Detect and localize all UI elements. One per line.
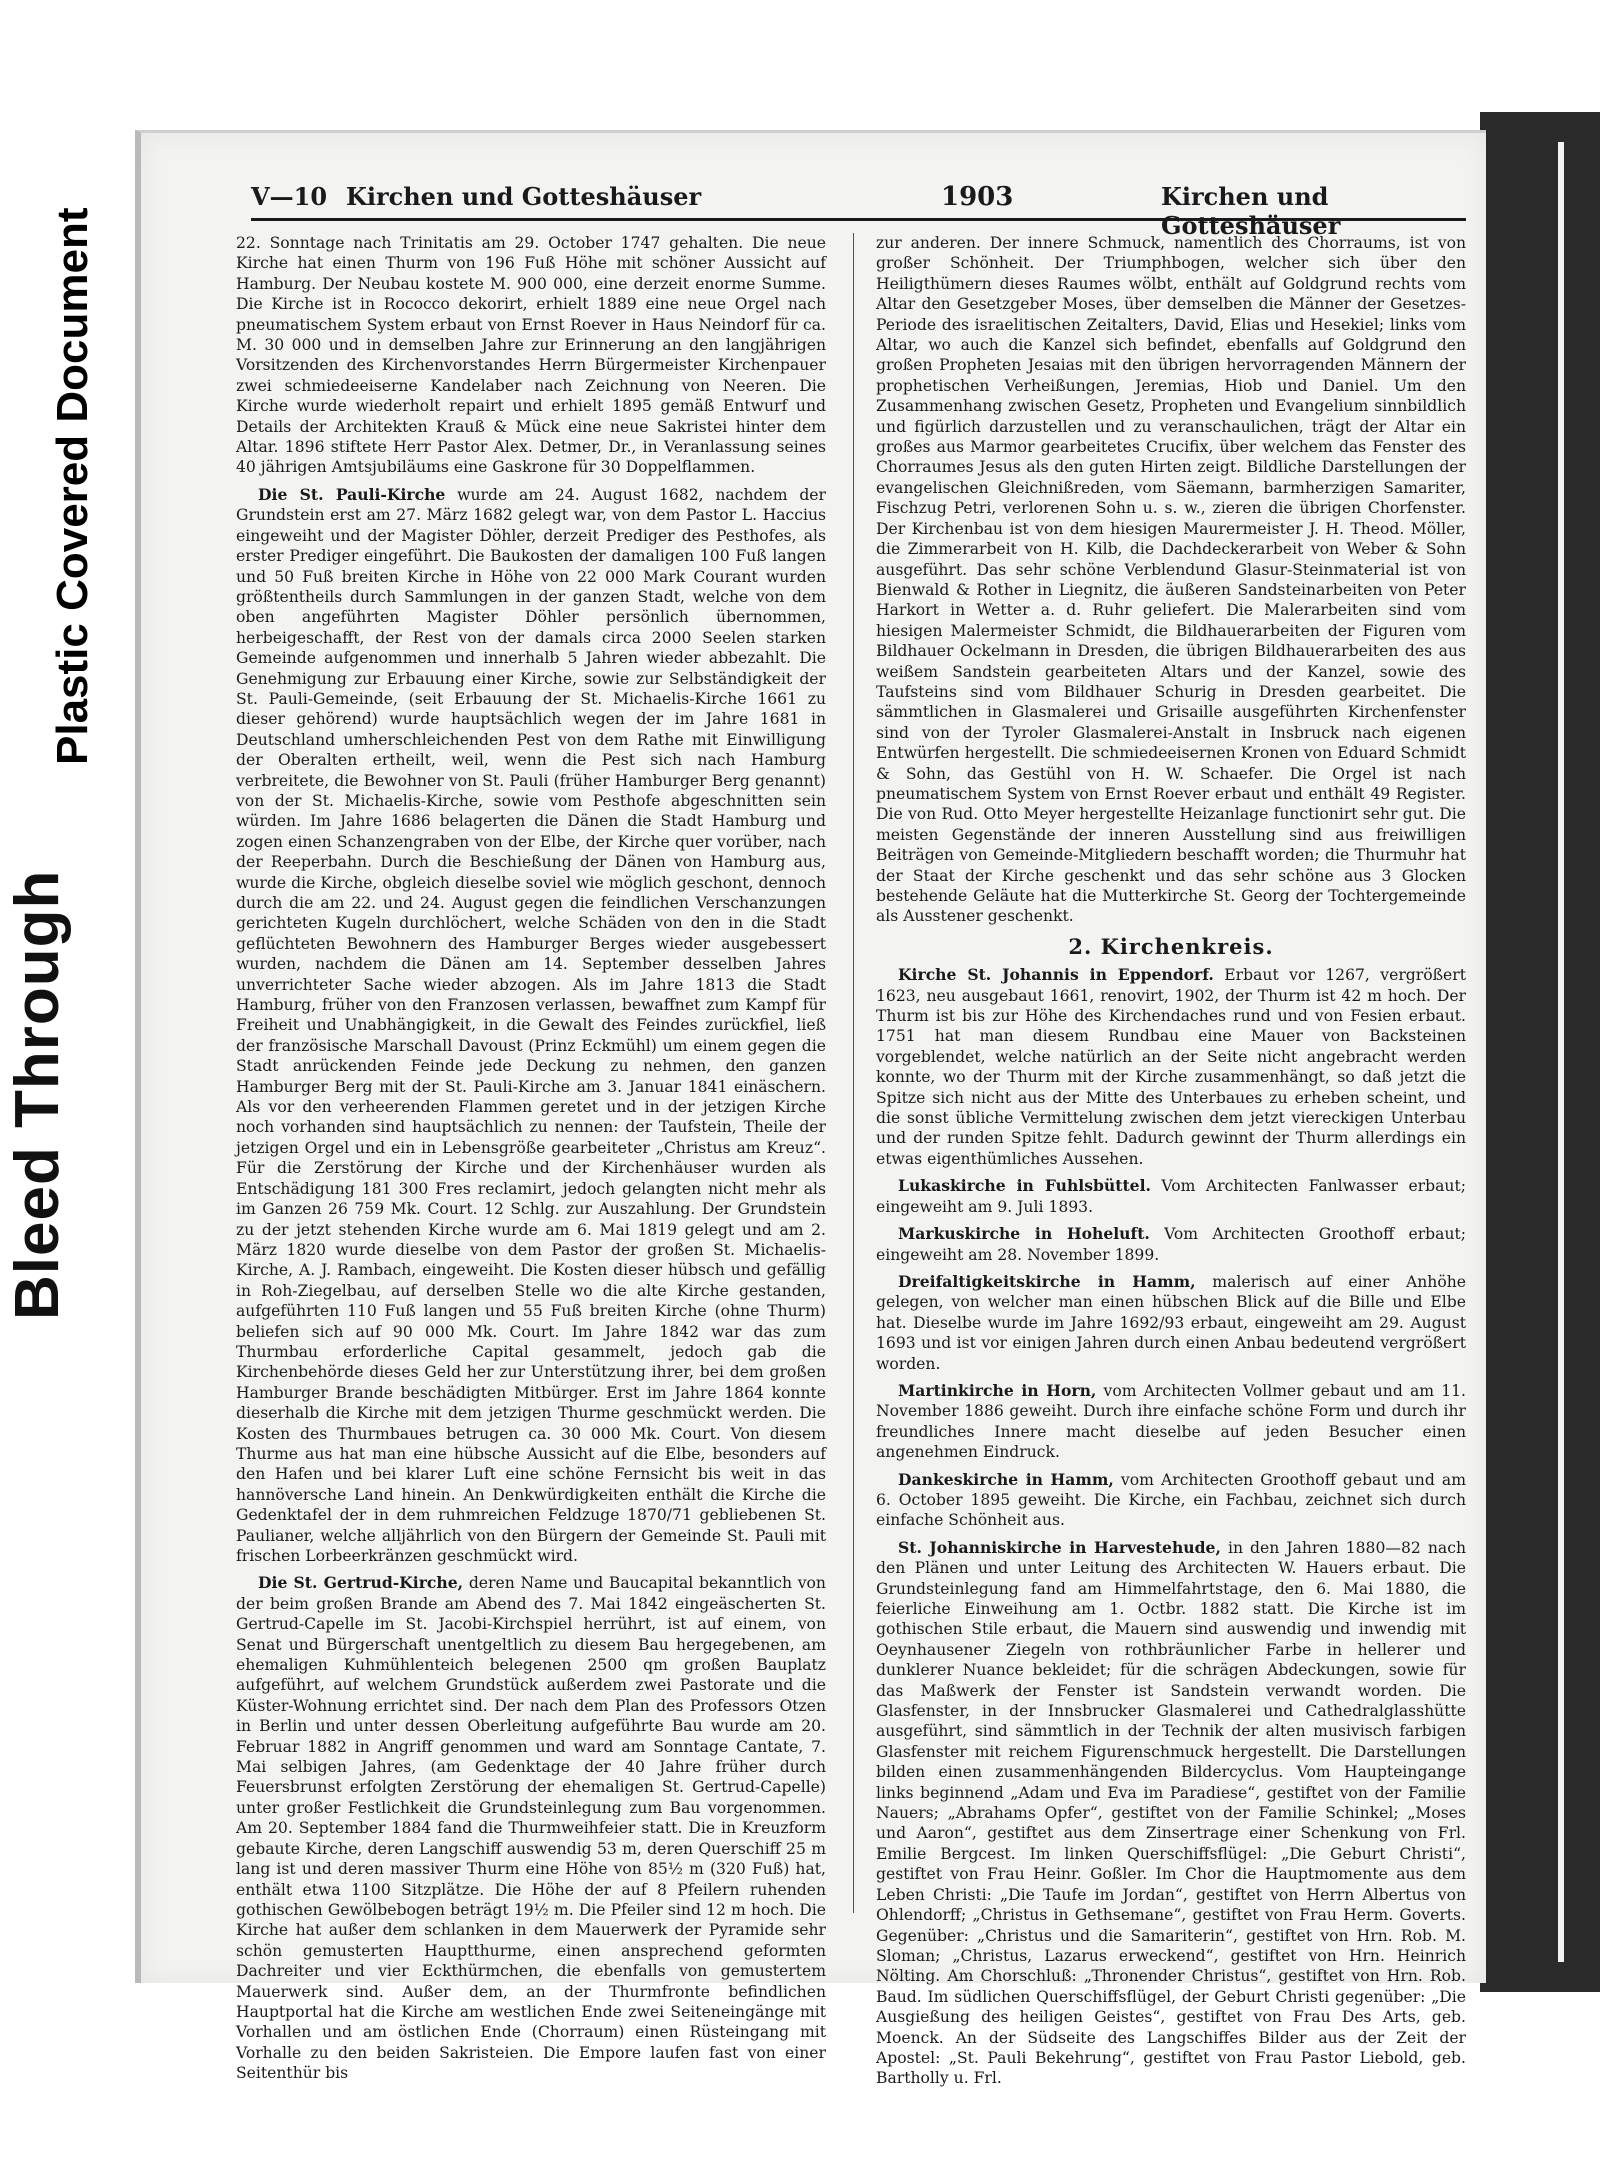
pauli-title: Die St. Pauli-Kirche <box>258 484 446 504</box>
markus-title: Markuskirche in Hoheluft. <box>898 1224 1150 1244</box>
adjacent-page-edge <box>1480 112 1600 1992</box>
harvestehude-text: in den Jahren 1880—82 nach den Plänen und unter Leitung des Architecten W. Hauers erbaut. Die Grundsteinlegung fand am Himmelfahrtstage, den 6. Mai 1880, die feierliche Einweihung am 1. Octbr. 1882 statt. Die Kirche ist im gothischen Stile erbaut, die Mauern sind auswendig und inwendig mit Oeynhausener Ziegeln von rothbräunlicher Farbe in hellerer und dunklerer Nuance bekleidet; für die schrägen Abdeckungen, sowie für das Maßwerk der Fenster ist Sandstein verwandt worden. Die Glasfenster, in der Innsbrucker Glasmalerei und Cathedralglasshütte ausgeführt, sind sämmtlich in der Technik der alten musivisch farbigen Glasfenster mit reichem Figurenschmuck hergestellt. Die Darstellungen bilden einen zusammenhängenden Bildercyclus. Vom Haupteingange links beginnend „Adam und Eva im Paradiese“, gestiftet von der Familie Nauers; „Abrahams Opfer“, gestiftet von der Familie Schinkel; „Moses und Aaron“, gestiftet aus dem Zinsertrage einer Schenkung von Frl. Emilie Bergcest. Im linken Querschiffsflügel: „Die Geburt Christi“, gestiftet von Frau Heinr. Goßler. Im Chor die Hauptmomente aus dem Leben Christi: „Die Taufe im Jordan“, gestiftet von Herrn Albertus von Ohlendorff; „Christus in Gethsemane“, gestiftet von Frau Herm. Goverts. Gegenüber: „Christus und die Samariterin“, gestiftet von Hrn. Rob. M. Sloman; „Christus, Lazarus erweckend“, gestiftet von Hrn. Heinrich Nölting. Am Chorschluß: „Thronender Christus“, gestiftet von Hrn. Rob. Baud. Im südlichen Querschiffsflügel, der Geburt Christi gegenüber: „Die Ausgießung des heiligen Geistes“, gestiftet von Frau Des Arts, geb. Moenck. An der Südseite des Langschiffes Bilder aus der Zeit der Apostel: „St. Pauli Bekehrung“, gestiftet von Frau Pastor Liebold, geb. Bartholly u. Frl. <box>876 1538 1466 2088</box>
johannis-text: Erbaut vor 1267, vergrößert 1623, neu ausgebaut 1661, renovirt, 1902, der Thurm ist 42 m hoch. Der Thurm ist bis zur Höhe des Kirchendaches rund und von Fesien erbaut. 1751 hat man diesem Rundbau eine Mauer von Backsteinen vorgeblendet, welche natürlich an der Seite nicht angebracht werden konnte, wo der Thurm mit der Kirche zusammenhängt, so daß jetzt die Spitze sich nicht aus der Mitte des Unterbaues zu erheben scheint, und die sonst übliche Vermittelung zwischen dem jetzt viereckigen Unterbau und der runden Spitze fehlt. Dadurch gewinnt der Thurm allerdings ein etwas eigenthümliches Aussehen. <box>876 966 1466 1168</box>
paragraph-martin <box>876 1381 1466 1463</box>
dankes-text: vom Architecten Groothoff gebaut und am 6. October 1895 geweiht. Die Kirche, ein Fachbau, zeichnet sich durch einfache Schönheit aus. <box>876 1470 1466 1530</box>
left-column <box>236 233 826 2091</box>
markus-text: Vom Architecten Groothoff erbaut; eingeweiht am 28. November 1899. <box>876 1225 1467 1264</box>
header-left-title: Kirchen und Gotteshäuser <box>346 182 702 211</box>
paragraph-harvestehude <box>876 1538 1466 2089</box>
paragraph-pauli <box>236 485 826 1567</box>
lukas-text: Vom Architecten Fanlwasser erbaut; eingeweiht am 9. Juli 1893. <box>876 1177 1466 1216</box>
paragraph-gertrud-continued: zur anderen. Der innere Schmuck, namentlich des Chorraums, ist von großer Schönheit. Der Triumphbogen, welcher sich über den Heiligthümern dieses Raumes wölbt, enthält auf Goldgrund rechts vom Altar den Gesetzgeber Moses, über demselben die Männer der Gesetzes-Periode des israelitischen Zeitalters, David, Elias und Hesekiel; links vom Altar, wo auch die Kanzel sich befindet, ebenfalls auf Goldgrund den großen Propheten Jesaias mit den übrigen hervorragenden Männern der prophetischen Verheißungen, Jeremias, Hiob und Daniel. Um den Zusammenhang zwischen Gesetz, Propheten und Evangelium sinnbildlich und figürlich darzustellen und zu veranschaulichen, trägt der Altar ein großes aus Marmor gearbeitetes Crucifix, über welchem das Fenster des Chorraumes Jesus als den guten Hirten zeigt. Bildliche Darstellungen der evangelischen Gleichnißreden, vom Säemann, barmherzigen Samariter, Fischzug Petri, verlorenen Sohn u. s. w., zieren die übrigen Chorfenster. Der Kirchenbau ist von dem hiesigen Maurermeister J. H. Theod. Möller, die Zimmerarbeit von H. Kilb, die Dachdeckerarbeit von Weber & Sohn ausgeführt. Das sehr schöne Verblendund Glasur-Steinmaterial ist von Bienwald & Rother in Liegnitz, die äußeren Sandsteinarbeiten von Peter Harkort in Wetter a. d. Ruhr geliefert. Die Malerarbeiten sind vom hiesigen Malermeister Schmidt, die Bildhauerarbeiten der Figuren vom Bildhauer Ockelmann in Dresden, die übrigen Bildhauerarbeiten des aus weißem Sandstein gearbeiteten Altars und der Kanzel, sowie des Taufsteins sind vom Bildhauer Schurig in Dresden gearbeitet. Die sämmtlichen in Glasmalerei und Grisaille ausgeführten Kirchenfenster sind von der Tyroler Glasmalerei-Anstalt in Insbruck nach eigenen Entwürfen hergestellt. Die schmiedeeisernen Kronen von Eduard Schmidt & Sohn, das Gestühl von H. W. Schaefer. Die Orgel ist nach pneumatischem System von Ernst Roever erbaut und enthält 49 Register. Die von Rud. Otto Meyer hergestellte Heizanlage functionirt sehr gut. Die meisten Gegenstände der inneren Ausstellung sind aus freiwilligen Beiträgen von Gemeinde-Mitgliedern beschafft worden; die Thurmuhr hat der Staat der Kirche geschenkt und das sehr schöne aus 3 Glocken bestehende Geläute hat die Mutterkirche St. Georg der Tochtergemeinde als Ausstener geschenkt. <box>876 234 1466 926</box>
header-right-title: Kirchen und Gotteshäuser <box>1161 182 1341 240</box>
dreifaltigkeit-text: malerisch auf einer Anhöhe gelegen, von welcher man einen hübschen Blick auf die Bille und Elbe hat. Dieselbe wurde im Jahre 1692/93 erbaut, eingeweiht am 29. August 1693 und ist vor einigen Jahren durch einen Anbau bedeutend vergrößert worden. <box>876 1272 1466 1373</box>
page-header <box>251 178 1466 240</box>
paragraph-dreifaltigkeit <box>876 1272 1466 1374</box>
paragraph-michaelis-continued: 22. Sonntage nach Trinitatis am 29. October 1747 gehalten. Die neue Kirche hat einen Thurm von 196 Fuß Höhe mit schöner Aussicht auf Hamburg. Der Neubau kostete M. 900 000, eine derzeit enorme Summe. Die Kirche ist in Rococco dekorirt, erhielt 1889 eine neue Orgel nach pneumatischem System erbaut von Ernst Roever in Haus Neindorf für ca. M. 30 000 und in demselben Jahre zur Erinnerung an den langjährigen Vorsitzenden des Kirchenvorstandes Herrn Bürgermeister Kirchenpauer zwei schmiedeeiserne Kandelaber nach Zeichnung von Neeren. Die Kirche wurde wiederholt repairt und erhielt 1895 gemäß Entwurf und Details der Architekten Krauß & Mück eine neue Sakristei hinter dem Altar. 1896 stiftete Herr Pastor Alex. Detmer, Dr., in Veranlassung seines 40 jährigen Amtsjubiläums eine Gaskrone für 30 Doppelflammen. <box>236 234 826 477</box>
lukas-title: Lukaskirche in Fuhlsbüttel. <box>898 1176 1151 1196</box>
column-divider <box>853 233 854 1913</box>
section-heading: 2. Kirchenkreis. <box>1068 933 1274 959</box>
paragraph-dankes <box>876 1470 1466 1531</box>
gertrud-title: Die St. Gertrud-Kirche, <box>258 1573 464 1593</box>
dreifaltigkeit-title: Dreifaltigkeitskirche in Hamm, <box>898 1271 1196 1291</box>
martin-title: Martinkirche in Horn, <box>898 1380 1097 1400</box>
right-column <box>876 233 1466 2096</box>
paragraph-markus <box>876 1224 1466 1265</box>
harvestehude-title: St. Johanniskirche in Harvestehude, <box>898 1537 1221 1557</box>
side-label-line2: Bleed Through <box>3 869 72 1320</box>
paragraph-gertrud <box>236 1573 826 2083</box>
paragraph-johannis <box>876 965 1466 1169</box>
gertrud-text: deren Name und Baucapital bekanntlich von der beim großen Brande am Abend des 7. Mai 1842 eingeäscherten St. Gertrud-Capelle im St. Jacobi-Kirchspiel herrührt, ist auf einem, von Senat und Bürgerschaft unentgeltlich zu diesem Bau hergegebenen, am ehemaligen Kuhmühlenteich belegenen 2500 qm großen Bauplatz aufgeführt, auf welchem Grundstück außerdem zwei Pastorate und die Küster-Wohnung errichtet sind. Der nach dem Plan des Professors Otzen in Berlin und unter dessen Oberleitung aufgeführte Bau wurde am 20. Februar 1882 in Angriff genommen und ward am Sonntage Cantate, 7. Mai selbigen Jahres, (am Gedenktage der 40 Jahre früher durch Feuersbrunst erfolgten Zerstörung der ehemaligen St. Gertrud-Capelle) unter großer Festlichkeit die Grundsteinlegung zum Bau vorgenommen. Am 20. September 1884 fand die Thurmweihfeier statt. Die in Kreuzform gebaute Kirche, deren Langschiff auswendig 53 m, deren Querschiff 25 m lang ist und deren massiver Thurm eine Höhe von 85½ m (320 Fuß) hat, enthält etwa 1100 Sitzplätze. Die Höhe der auf 8 Pfeilern ruhenden gothischen Gewölbebogen beträgt 19½ m. Die Pfeiler sind 12 m hoch. Die Kirche hat außer dem schlanken in dem Mauerwerk der Pyramide sehr schön gemusterten Hauptthurme, einen ansprechend geformten Dachreiter und vier Eckthürmchen, die ebenfalls von gemustertem Mauerwerk sind. Außer dem, an der Thurmfronte befindlichen Hauptportal hat die Kirche am westlichen Ende zwei Seiteneingänge mit Vorhallen und am östlichen Ende (Chorraum) einen Rüsteingang mit Vorhalle zu den beiden Sakristeien. Die Empore laufen fast von einer Seitenthür bis <box>236 1574 826 2083</box>
dankes-title: Dankeskirche in Hamm, <box>898 1469 1114 1489</box>
paragraph-lukas <box>876 1176 1466 1217</box>
johannis-title: Kirche St. Johannis in Eppendorf. <box>898 965 1214 985</box>
pauli-text: wurde am 24. August 1682, nachdem der Grundstein erst am 27. März 1682 gelegt war, von dem Pastor L. Haccius eingeweiht und der Magister Döhler, derzeit Prediger des Pesthofes, als erster Prediger eingeführt. Die Baukosten der damaligen 100 Fuß langen und 50 Fuß breiten Kirche in Höhe von 22 000 Mark Courant wurden größtentheils durch Sammlungen in der ganzen Stadt, welche von dem oben angeführten Magister Döhler persönlich übernommen, herbeigeschafft, der Rest von der damals circa 2000 Seelen starken Gemeinde aufgenommen und innerhalb 5 Jahren wieder abbezahlt. Die Genehmigung zur Erbauung einer Kirche, sowie zur Selbständigkeit der St. Pauli-Gemeinde, (seit Erbauung der St. Michaelis-Kirche 1661 zu dieser gehörend) wurde hauptsächlich wegen der im Jahre 1681 in Deutschland umherschleichenden Pest von dem Rathe mit Einwilligung der Oberalten ertheilt, weil, wenn die Pest sich nach Hamburg verbreitete, die Bewohner von St. Pauli (früher Hamburger Berg genannt) von der St. Michaelis-Kirche, sowie vom Pesthofe abgeschnitten sein würden. Im Jahre 1686 belagerten die Dänen die Stadt Hamburg und zogen einen Schanzengraben von der Elbe, der Kirche quer vorüber, nach der Reeperbahn. Durch die Beschießung der Dänen von Hamburg aus, wurde die Kirche, obgleich dieselbe soviel wie möglich geschont, dennoch durch die am 22. und 24. August gegen die feindlichen Verschanzungen gerichteten Kugeln durchlöchert, welche Schäden von den in die Stadt geflüchteten Bewohnern des Hamburger Berges wieder ausgebessert wurden, nachdem die Dänen am 14. September desselben Jahres unverrichteter Sache wieder abzogen. Als im Jahre 1813 die Stadt Hamburg, früher von den Franzosen verlassen, bewaffnet zum Kampf für Freiheit und Unabhängigkeit, in die Gewalt des Feindes zurückfiel, ließ der französische Marschall Davoust (Prinz Eckmühl) um einem gegen die Stadt anrückenden Feinde jede Deckung zu nehmen, den ganzen Hamburger Berg mit der St. Pauli-Kirche am 3. Januar 1841 einäschern. Als vor den verheerenden Flammen geretet und in der jetzigen Kirche noch vorhanden sind hauptsächlich zu nennen: der Taufstein, Theile der jetzigen Orgel und ein in Lebensgröße gearbeiteter „Christus am Kreuz“. Für die Zerstörung der Kirche und der Kirchenhäuser wurden als Entschädigung 181 300 Fres reclamirt, jedoch gelangten nicht mehr als im Ganzen 26 759 Mk. Court. 12 Schlg. zur Auszahlung. Der Grundstein zu der jetzt stehenden Kirche wurde am 6. Mai 1819 gelegt und am 2. März 1820 wurde dieselbe von dem Pastor der großen St. Michaelis-Kirche, A. J. Rambach, eingeweiht. Die Kosten dieser hübsch und gefällig in Roh-Ziegelbau, auf derselben Stelle wo die alte Kirche gestanden, aufgeführten 110 Fuß langen und 55 Fuß breiten Kirche (ohne Thurm) beliefen sich auf 90 000 Mk. Court. Im Jahre 1842 war das zum Thurmbau erforderliche Capital gesammelt, jedoch gab die Kirchenbehörde dieses Geld her zur Unterstützung ihrer, bei dem großen Hamburger Brande beschädigten Mitbürger. Erst im Jahre 1864 konnte dieserhalb die Kirche mit dem jetzigen Thurme geschmückt werden. Die Kosten des Thurmbaues betrugen ca. 30 000 Mk. Court. Von diesem Thurme aus hat man eine hübsche Aussicht auf die Elbe, besonders auf den Hafen und bei klarer Luft eine schöne Fernsicht bis weit in das hannöversche Land hinein. An Denkwürdigkeiten enthält die Kirche die Gedenktafel der in dem ruhmreichen Feldzuge 1870/71 gebliebenen St. Paulianer, welche alljährlich von den Bürgern der Gemeinde St. Pauli mit frischen Lorbeerkränzen geschmückt wird. <box>236 485 826 1565</box>
martin-text: vom Architecten Vollmer gebaut und am 11. November 1886 geweiht. Durch ihre einfache schöne Form und durch ihr freundliches Innere macht dieselbe auf jeden Besucher einen angenehmen Eindruck. <box>876 1381 1467 1462</box>
side-label <box>0 160 97 1320</box>
document-page <box>135 130 1486 2088</box>
page-number: V—10 <box>251 182 328 211</box>
header-year: 1903 <box>941 182 1014 212</box>
side-label-line1: Plastic Covered Document <box>48 207 97 765</box>
